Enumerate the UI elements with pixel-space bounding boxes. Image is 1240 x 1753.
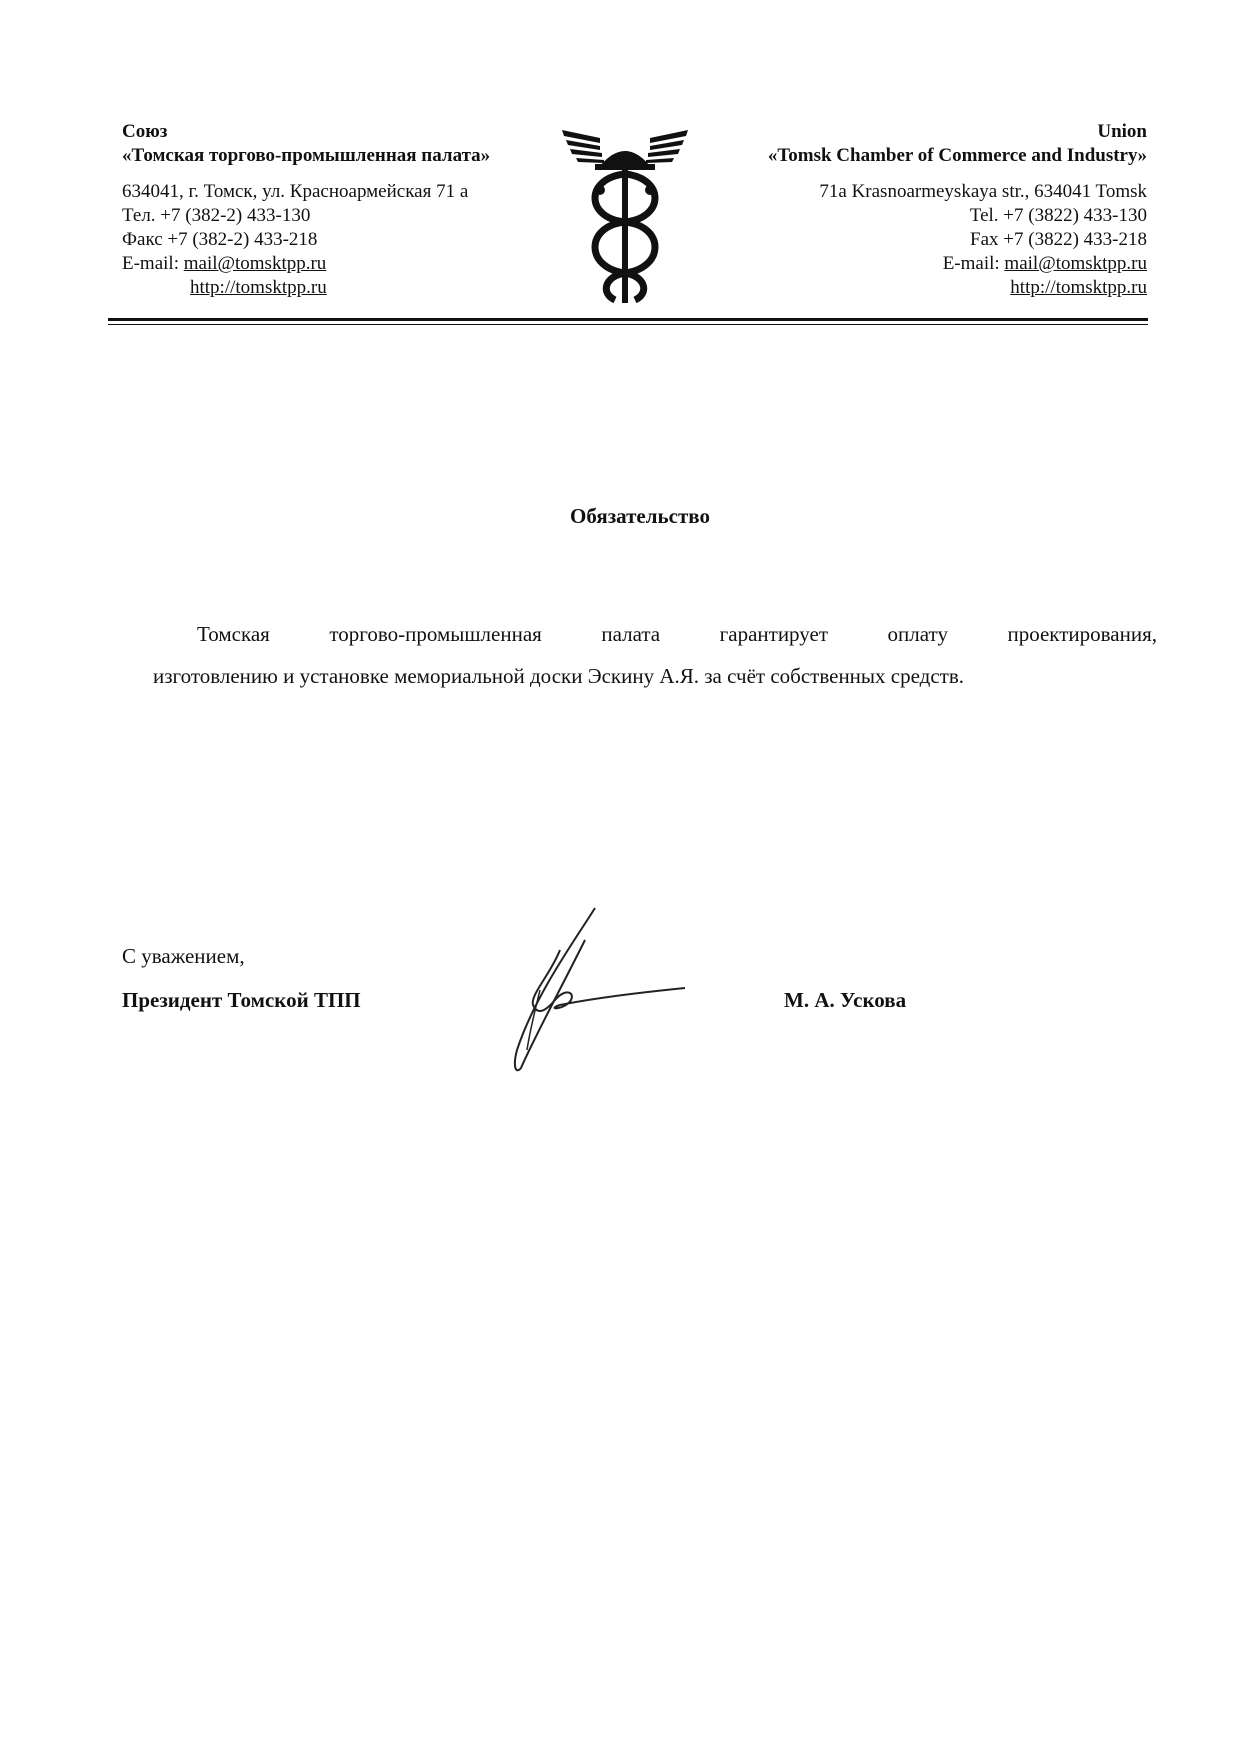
- signatory-name: М. А. Ускова: [784, 988, 907, 1012]
- address-en: 71a Krasnoarmeyskaya str., 634041 Tomsk: [819, 181, 1147, 202]
- phone-en: Tel. +7 (3822) 433-130: [969, 205, 1147, 226]
- letterhead-left: [122, 120, 490, 300]
- org-name-en: «Tomsk Chamber of Commerce and Industry»: [767, 145, 1147, 166]
- email-label-ru: E-mail:: [122, 253, 184, 274]
- org-type-ru: Союз: [122, 121, 168, 142]
- org-name-ru: «Томская торгово-промышленная палата»: [122, 145, 491, 166]
- website-line-en: [768, 276, 1147, 300]
- address-ru: 634041, г. Томск, ул. Красноармейская 71 а: [122, 181, 469, 202]
- email-line-en: [768, 252, 1147, 276]
- email-label-en: E-mail:: [942, 253, 1005, 274]
- body-line-2: изготовлению и установке мемориальной доски Эскину А.Я. за счёт собственных средств.: [153, 664, 964, 688]
- website-line-ru: [122, 276, 490, 300]
- org-type-en: Union: [1097, 121, 1147, 142]
- handwritten-signature-icon: [505, 900, 695, 1090]
- email-link-en[interactable]: mail@tomsktpp.ru: [1004, 253, 1147, 274]
- caduceus-icon: [560, 118, 690, 308]
- fax-ru: Факс +7 (382-2) 433-218: [122, 229, 318, 250]
- closing-regards: С уважением,: [122, 944, 245, 968]
- phone-ru: Тел. +7 (382-2) 433-130: [122, 205, 311, 226]
- header-rule-thick: [108, 318, 1148, 321]
- website-link-en[interactable]: http://tomsktpp.ru: [1010, 277, 1147, 298]
- fax-en: Fax +7 (3822) 433-218: [970, 229, 1147, 250]
- email-line-ru: [122, 252, 490, 276]
- letterhead-right: [768, 120, 1147, 300]
- header-rule-thin: [108, 324, 1148, 325]
- email-link-ru[interactable]: mail@tomsktpp.ru: [183, 253, 327, 274]
- body-line-1: Томская торгово-промышленная палата гарантирует оплату проектирования,: [197, 622, 1157, 646]
- document-body: [153, 613, 1157, 697]
- signatory-position: Президент Томской ТПП: [122, 988, 361, 1012]
- document-title: Обязательство: [570, 504, 710, 528]
- website-link-ru[interactable]: http://tomsktpp.ru: [190, 277, 327, 298]
